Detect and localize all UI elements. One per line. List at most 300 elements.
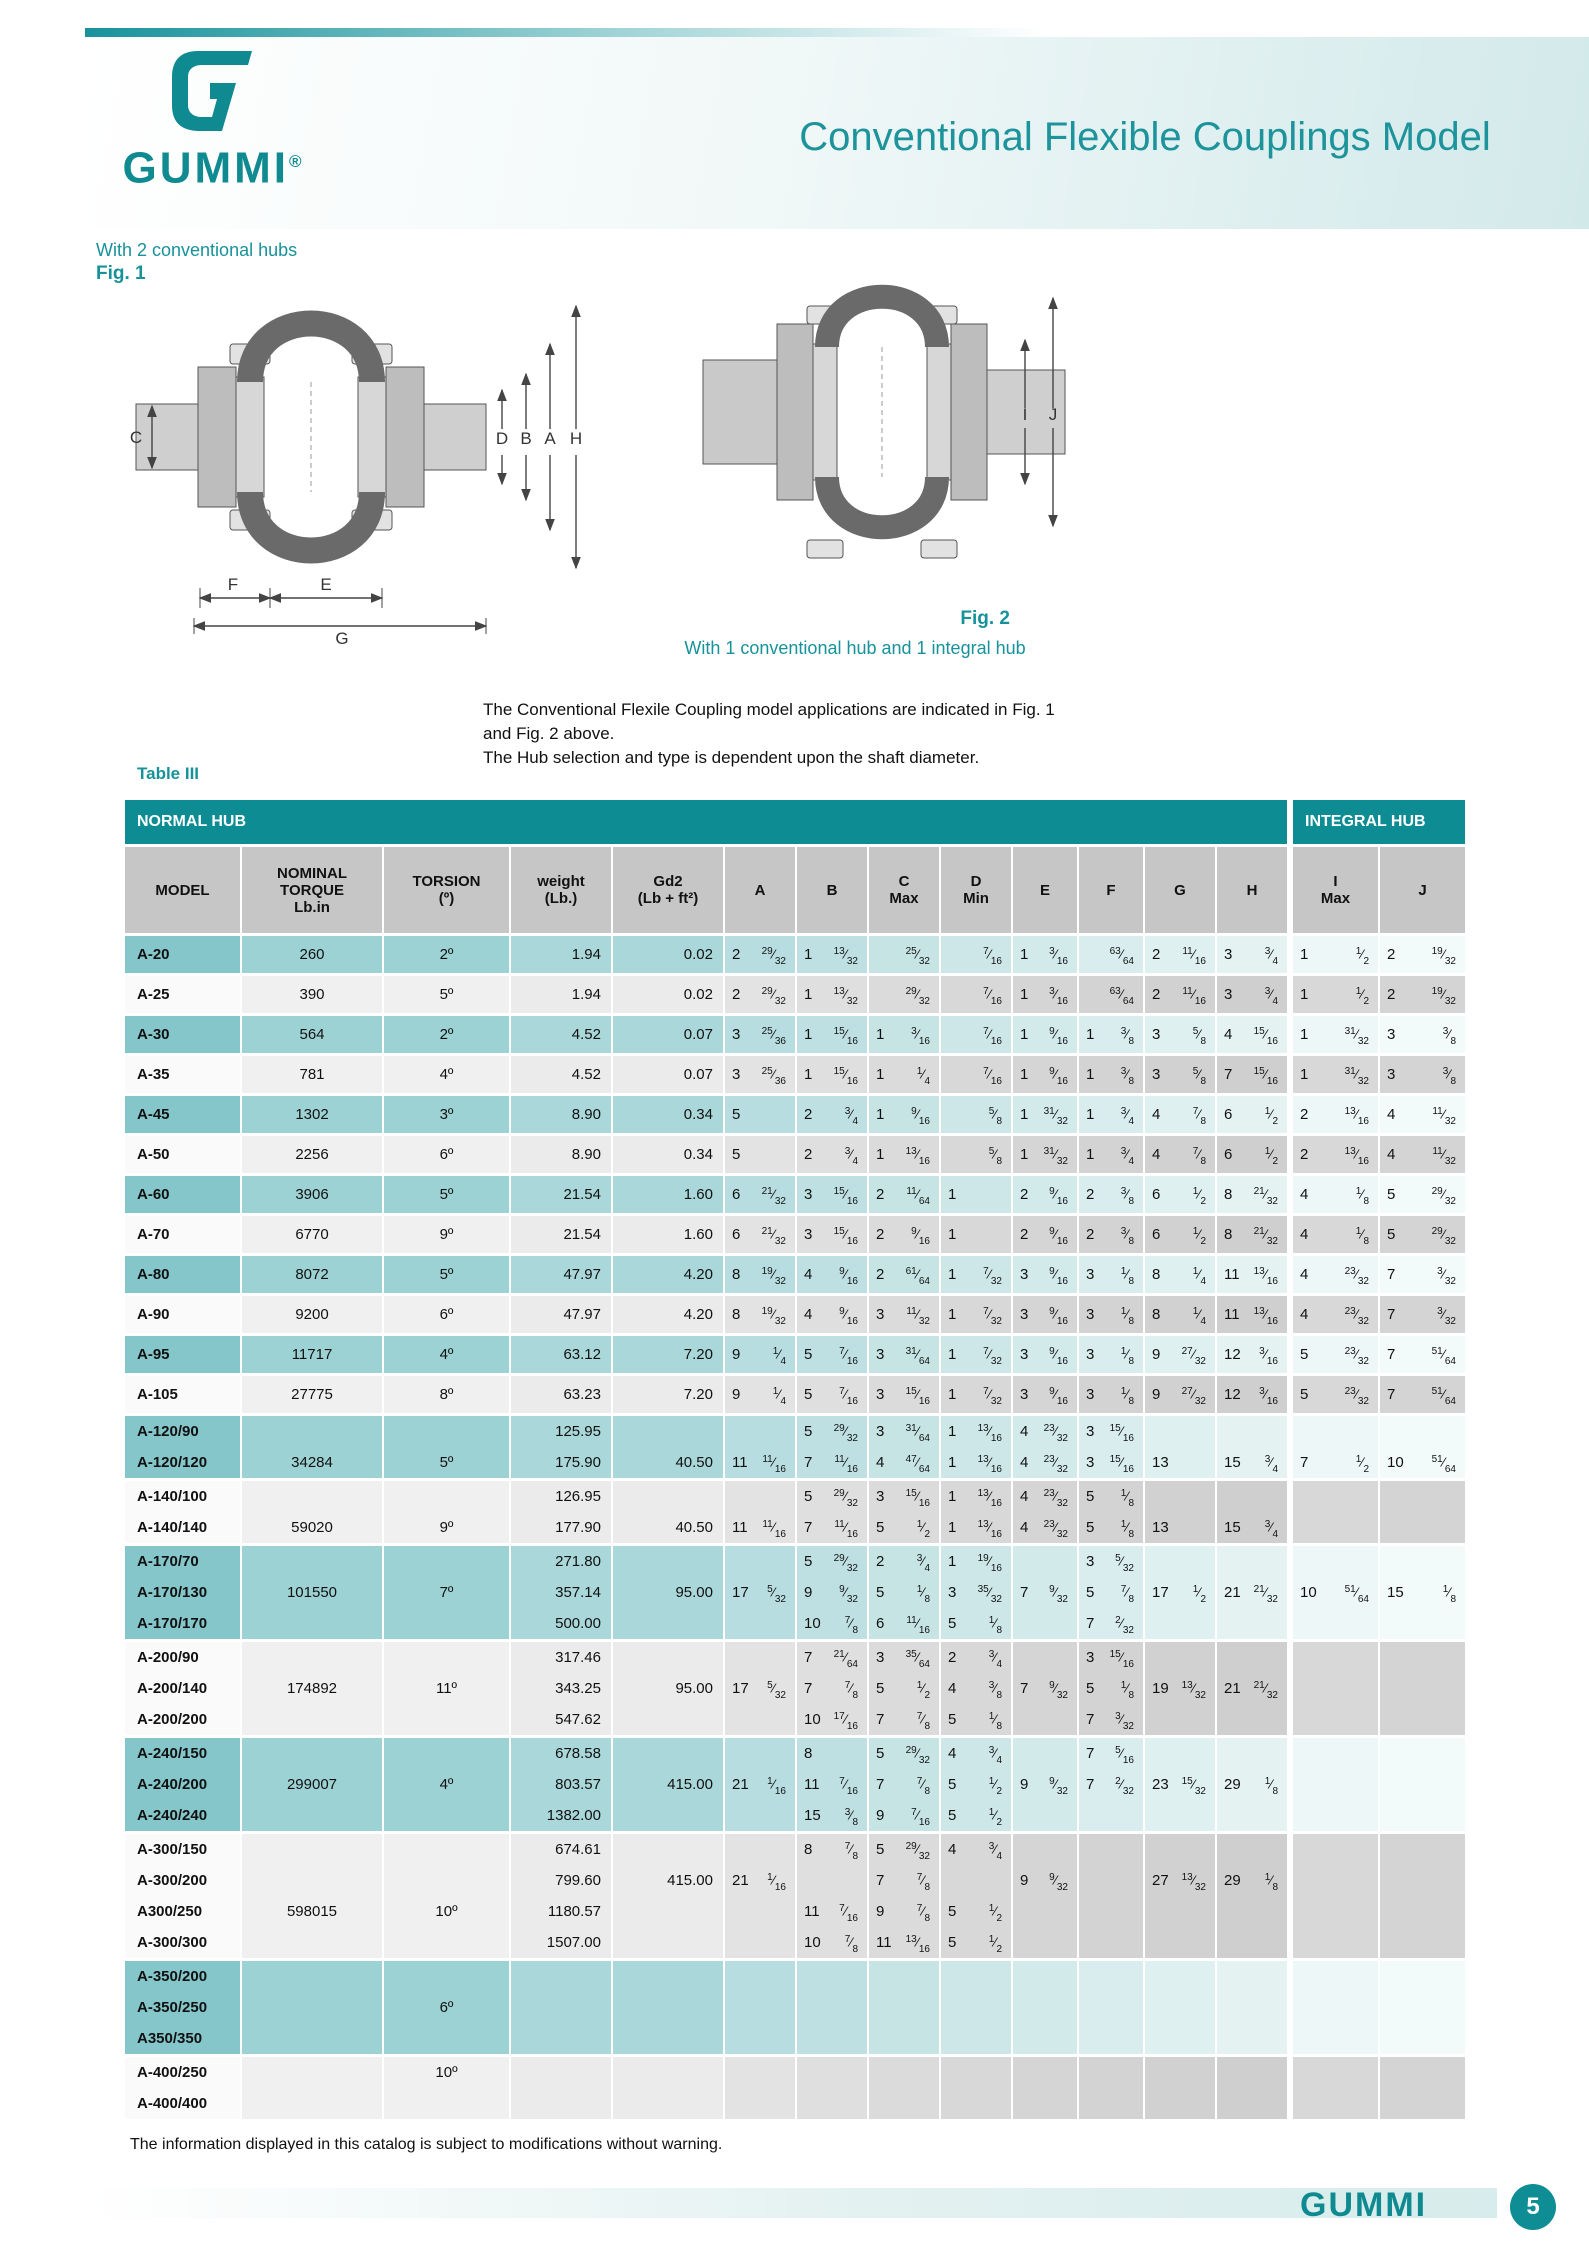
cell-D: $^5⁄_8$ bbox=[941, 1096, 1011, 1133]
cell-weight: 799.60 bbox=[511, 1865, 611, 1896]
table-row bbox=[125, 1738, 1467, 1769]
table-row bbox=[125, 1376, 1467, 1413]
column-header-C: C Max bbox=[869, 847, 939, 933]
cell-C: $^{29}⁄_{32}$ bbox=[869, 976, 939, 1013]
cell-J bbox=[1380, 1800, 1465, 1831]
cell-E: 7 $^9⁄_{32}$ bbox=[1013, 1673, 1077, 1704]
table-row-group bbox=[125, 936, 1467, 973]
cell-D: $^7⁄_{16}$ bbox=[941, 1016, 1011, 1053]
cell-H: 21 $^{21}⁄_{32}$ bbox=[1217, 1577, 1287, 1608]
header-band bbox=[85, 37, 1589, 229]
cell-torsion: 7º bbox=[384, 1577, 509, 1608]
cell-B: 1 $^{15}⁄_{16}$ bbox=[797, 1056, 867, 1093]
cell-G bbox=[1145, 2057, 1215, 2088]
cell-C bbox=[869, 2057, 939, 2088]
cell-C: 3 $^{31}⁄_{64}$ bbox=[869, 1416, 939, 1447]
cell-C: 2 $^{11}⁄_{64}$ bbox=[869, 1176, 939, 1213]
cell-J: 15 $^1⁄_8$ bbox=[1380, 1577, 1465, 1608]
cell-I bbox=[1293, 1800, 1378, 1831]
cell-A bbox=[725, 1608, 795, 1639]
cell-B: 9 $^9⁄_{32}$ bbox=[797, 1577, 867, 1608]
cell-D: 1 $^7⁄_{32}$ bbox=[941, 1376, 1011, 1413]
dim-label-c: C bbox=[130, 428, 143, 447]
cell-I bbox=[1293, 1704, 1378, 1735]
fig1-label: With 2 conventional hubs bbox=[96, 240, 298, 260]
cell-weight: 357.14 bbox=[511, 1577, 611, 1608]
cell-weight bbox=[511, 2023, 611, 2054]
cell-gd2: 415.00 bbox=[613, 1769, 723, 1800]
cell-C: 4 $^{47}⁄_{64}$ bbox=[869, 1447, 939, 1478]
cell-torsion: 6º bbox=[384, 1992, 509, 2023]
cell-G: 3 $^5⁄_8$ bbox=[1145, 1016, 1215, 1053]
cell-F bbox=[1079, 1927, 1143, 1958]
cell-gd2: 0.34 bbox=[613, 1136, 723, 1173]
column-header-J: J bbox=[1380, 847, 1465, 933]
cell-torque bbox=[242, 1927, 382, 1958]
cell-torque: 6770 bbox=[242, 1216, 382, 1253]
cell-E bbox=[1013, 1738, 1077, 1769]
cell-B: 8 $^7⁄_8$ bbox=[797, 1834, 867, 1865]
cell-G: 19 $^{13}⁄_{32}$ bbox=[1145, 1673, 1215, 1704]
table-row-group bbox=[125, 1176, 1467, 1213]
cell-J: 2 $^{19}⁄_{32}$ bbox=[1380, 936, 1465, 973]
fig1-caption: Fig. 1 bbox=[96, 263, 146, 284]
cell-gd2 bbox=[613, 1961, 723, 1992]
page-number-badge bbox=[1510, 2184, 1556, 2230]
model-cell: A-200/140 bbox=[125, 1673, 240, 1704]
table-row bbox=[125, 1176, 1467, 1213]
cell-F bbox=[1079, 2023, 1143, 2054]
cell-H bbox=[1217, 1800, 1287, 1831]
cell-B bbox=[797, 2023, 867, 2054]
footer-brand: GUMMI bbox=[1300, 2186, 1428, 2224]
cell-weight: 8.90 bbox=[511, 1136, 611, 1173]
cell-torsion bbox=[384, 1834, 509, 1865]
top-accent-bar bbox=[85, 28, 1045, 37]
cell-E bbox=[1013, 1961, 1077, 1992]
cell-I: 7 $^1⁄_2$ bbox=[1293, 1447, 1378, 1478]
cell-D: 1 $^{13}⁄_{16}$ bbox=[941, 1481, 1011, 1512]
table-row-group bbox=[125, 1481, 1467, 1543]
cell-E bbox=[1013, 2023, 1077, 2054]
cell-B: 1 $^{13}⁄_{32}$ bbox=[797, 976, 867, 1013]
cell-B bbox=[797, 2088, 867, 2119]
cell-C: 7 $^7⁄_8$ bbox=[869, 1704, 939, 1735]
cell-E bbox=[1013, 1834, 1077, 1865]
cell-E: 4 $^{23}⁄_{32}$ bbox=[1013, 1447, 1077, 1478]
cell-torque: 260 bbox=[242, 936, 382, 973]
table-row bbox=[125, 1336, 1467, 1373]
cell-H bbox=[1217, 1546, 1287, 1577]
cell-J: 7 $^3⁄_{32}$ bbox=[1380, 1256, 1465, 1293]
cell-A bbox=[725, 1927, 795, 1958]
cell-F: 3 $^1⁄_8$ bbox=[1079, 1296, 1143, 1333]
column-header-model: MODEL bbox=[125, 847, 240, 933]
cell-H bbox=[1217, 1738, 1287, 1769]
cell-B: 11 $^7⁄_{16}$ bbox=[797, 1896, 867, 1927]
table-row bbox=[125, 1769, 1467, 1800]
cell-E bbox=[1013, 1642, 1077, 1673]
cell-gd2 bbox=[613, 1642, 723, 1673]
cell-torque bbox=[242, 1546, 382, 1577]
table-row bbox=[125, 2088, 1467, 2119]
table-row bbox=[125, 1992, 1467, 2023]
cell-torsion: 10º bbox=[384, 1896, 509, 1927]
cell-D: $^5⁄_8$ bbox=[941, 1136, 1011, 1173]
cell-A bbox=[725, 1834, 795, 1865]
cell-torsion: 5º bbox=[384, 976, 509, 1013]
cell-F: $^{63}⁄_{64}$ bbox=[1079, 976, 1143, 1013]
cell-torque bbox=[242, 1608, 382, 1639]
cell-D bbox=[941, 1961, 1011, 1992]
cell-J: 7 $^{51}⁄_{64}$ bbox=[1380, 1336, 1465, 1373]
cell-A bbox=[725, 1642, 795, 1673]
table-row bbox=[125, 2023, 1467, 2054]
gummi-logo bbox=[97, 45, 327, 193]
cell-weight: 500.00 bbox=[511, 1608, 611, 1639]
cell-A bbox=[725, 1992, 795, 2023]
cell-J: 4 $^{11}⁄_{32}$ bbox=[1380, 1136, 1465, 1173]
cell-H bbox=[1217, 2023, 1287, 2054]
cell-torsion: 5º bbox=[384, 1176, 509, 1213]
cell-C: 1 $^1⁄_4$ bbox=[869, 1056, 939, 1093]
footer-bar bbox=[85, 2188, 1497, 2218]
cell-G bbox=[1145, 1927, 1215, 1958]
dim-label-g: G bbox=[335, 629, 349, 647]
cell-J: 10 $^{51}⁄_{64}$ bbox=[1380, 1447, 1465, 1478]
cell-I bbox=[1293, 1546, 1378, 1577]
cell-B bbox=[797, 1992, 867, 2023]
cell-C: 5 $^1⁄_2$ bbox=[869, 1673, 939, 1704]
cell-F: 1 $^3⁄_4$ bbox=[1079, 1136, 1143, 1173]
model-cell: A-45 bbox=[125, 1096, 240, 1133]
cell-F: 5 $^1⁄_8$ bbox=[1079, 1481, 1143, 1512]
cell-E: 1 $^9⁄_{16}$ bbox=[1013, 1056, 1077, 1093]
cell-H: 15 $^3⁄_4$ bbox=[1217, 1512, 1287, 1543]
cell-gd2 bbox=[613, 1546, 723, 1577]
table-row bbox=[125, 1927, 1467, 1958]
cell-gd2 bbox=[613, 1608, 723, 1639]
cell-C: 6 $^{11}⁄_{16}$ bbox=[869, 1608, 939, 1639]
cell-E: 3 $^9⁄_{16}$ bbox=[1013, 1336, 1077, 1373]
cell-E bbox=[1013, 1704, 1077, 1735]
cell-gd2: 1.60 bbox=[613, 1216, 723, 1253]
cell-G: 3 $^5⁄_8$ bbox=[1145, 1056, 1215, 1093]
cell-B: 5 $^{29}⁄_{32}$ bbox=[797, 1416, 867, 1447]
cell-F: 1 $^3⁄_8$ bbox=[1079, 1016, 1143, 1053]
cell-G bbox=[1145, 1738, 1215, 1769]
cell-E: 4 $^{23}⁄_{32}$ bbox=[1013, 1481, 1077, 1512]
cell-C: 2 $^3⁄_4$ bbox=[869, 1546, 939, 1577]
cell-C: 3 $^{11}⁄_{32}$ bbox=[869, 1296, 939, 1333]
cell-A: 21 $^1⁄_{16}$ bbox=[725, 1769, 795, 1800]
cell-torsion: 5º bbox=[384, 1256, 509, 1293]
fig1-drawing bbox=[130, 282, 590, 647]
cell-J bbox=[1380, 1927, 1465, 1958]
cell-G bbox=[1145, 1704, 1215, 1735]
model-cell: A-140/140 bbox=[125, 1512, 240, 1543]
cell-weight: 4.52 bbox=[511, 1056, 611, 1093]
cell-F bbox=[1079, 2057, 1143, 2088]
cell-weight bbox=[511, 2057, 611, 2088]
cell-I bbox=[1293, 1927, 1378, 1958]
registered-mark: ® bbox=[289, 152, 302, 171]
table-row-group bbox=[125, 1738, 1467, 1831]
table-row bbox=[125, 1216, 1467, 1253]
model-cell: A-240/240 bbox=[125, 1800, 240, 1831]
cell-weight: 271.80 bbox=[511, 1546, 611, 1577]
cell-torsion bbox=[384, 1800, 509, 1831]
model-cell: A350/350 bbox=[125, 2023, 240, 2054]
cell-G: 13 bbox=[1145, 1447, 1215, 1478]
cell-G: 8 $^1⁄_4$ bbox=[1145, 1256, 1215, 1293]
cell-H: 3 $^3⁄_4$ bbox=[1217, 976, 1287, 1013]
cell-H bbox=[1217, 2088, 1287, 2119]
cell-C: 2 $^9⁄_{16}$ bbox=[869, 1216, 939, 1253]
cell-gd2: 0.07 bbox=[613, 1056, 723, 1093]
cell-D: $^7⁄_{16}$ bbox=[941, 976, 1011, 1013]
cell-H bbox=[1217, 2057, 1287, 2088]
cell-gd2 bbox=[613, 1800, 723, 1831]
cell-I: 10 $^{51}⁄_{64}$ bbox=[1293, 1577, 1378, 1608]
cell-J bbox=[1380, 1769, 1465, 1800]
cell-F bbox=[1079, 1896, 1143, 1927]
cell-F: 3 $^5⁄_{32}$ bbox=[1079, 1546, 1143, 1577]
table-row bbox=[125, 1481, 1467, 1512]
cell-J: 3 $^3⁄_8$ bbox=[1380, 1016, 1465, 1053]
hub-header-row bbox=[125, 800, 1467, 844]
cell-I bbox=[1293, 1834, 1378, 1865]
column-header-D: D Min bbox=[941, 847, 1011, 933]
cell-H: 21 $^{21}⁄_{32}$ bbox=[1217, 1673, 1287, 1704]
dim-label-j: J bbox=[1048, 405, 1058, 424]
cell-J bbox=[1380, 2057, 1465, 2088]
cell-weight: 126.95 bbox=[511, 1481, 611, 1512]
cell-G: 23 $^{15}⁄_{32}$ bbox=[1145, 1769, 1215, 1800]
cell-H: 12 $^3⁄_{16}$ bbox=[1217, 1376, 1287, 1413]
cell-I: 5 $^{23}⁄_{32}$ bbox=[1293, 1336, 1378, 1373]
cell-E bbox=[1013, 1896, 1077, 1927]
cell-gd2 bbox=[613, 1834, 723, 1865]
cell-H: 8 $^{21}⁄_{32}$ bbox=[1217, 1216, 1287, 1253]
cell-weight bbox=[511, 1961, 611, 1992]
cell-G: 27 $^{13}⁄_{32}$ bbox=[1145, 1865, 1215, 1896]
cell-A: 6 $^{21}⁄_{32}$ bbox=[725, 1216, 795, 1253]
cell-H: 11 $^{13}⁄_{16}$ bbox=[1217, 1256, 1287, 1293]
cell-A bbox=[725, 2057, 795, 2088]
cell-H: 12 $^3⁄_{16}$ bbox=[1217, 1336, 1287, 1373]
cell-D bbox=[941, 1865, 1011, 1896]
cell-weight bbox=[511, 1992, 611, 2023]
column-header-B: B bbox=[797, 847, 867, 933]
cell-I bbox=[1293, 2023, 1378, 2054]
cell-gd2: 4.20 bbox=[613, 1256, 723, 1293]
cell-gd2: 95.00 bbox=[613, 1577, 723, 1608]
cell-torque bbox=[242, 1834, 382, 1865]
cell-weight: 1180.57 bbox=[511, 1896, 611, 1927]
cell-torsion: 8º bbox=[384, 1376, 509, 1413]
cell-B: 15 $^3⁄_8$ bbox=[797, 1800, 867, 1831]
table-row-group bbox=[125, 1961, 1467, 2054]
cell-C: 11 $^{13}⁄_{16}$ bbox=[869, 1927, 939, 1958]
dim-label-b: B bbox=[520, 429, 532, 448]
model-cell: A-200/90 bbox=[125, 1642, 240, 1673]
cell-gd2: 95.00 bbox=[613, 1673, 723, 1704]
cell-weight: 47.97 bbox=[511, 1256, 611, 1293]
cell-C: 1 $^9⁄_{16}$ bbox=[869, 1096, 939, 1133]
model-cell: A-90 bbox=[125, 1296, 240, 1333]
cell-weight: 674.61 bbox=[511, 1834, 611, 1865]
cell-E bbox=[1013, 1992, 1077, 2023]
cell-H bbox=[1217, 1416, 1287, 1447]
cell-D: 4 $^3⁄_4$ bbox=[941, 1834, 1011, 1865]
cell-D: 5 $^1⁄_2$ bbox=[941, 1769, 1011, 1800]
cell-H bbox=[1217, 1992, 1287, 2023]
cell-weight: 803.57 bbox=[511, 1769, 611, 1800]
cell-weight: 678.58 bbox=[511, 1738, 611, 1769]
cell-torque bbox=[242, 2023, 382, 2054]
cell-J: 5 $^{29}⁄_{32}$ bbox=[1380, 1176, 1465, 1213]
cell-D: $^7⁄_{16}$ bbox=[941, 936, 1011, 973]
table-row bbox=[125, 1577, 1467, 1608]
cell-B: 1 $^{15}⁄_{16}$ bbox=[797, 1016, 867, 1053]
cell-H bbox=[1217, 1834, 1287, 1865]
cell-gd2 bbox=[613, 1896, 723, 1927]
dim-label-a: A bbox=[544, 429, 556, 448]
cell-J: 4 $^{11}⁄_{32}$ bbox=[1380, 1096, 1465, 1133]
cell-B: 1 $^{13}⁄_{32}$ bbox=[797, 936, 867, 973]
cell-G: 6 $^1⁄_2$ bbox=[1145, 1216, 1215, 1253]
cell-gd2 bbox=[613, 1704, 723, 1735]
cell-torsion: 6º bbox=[384, 1296, 509, 1333]
cell-weight: 177.90 bbox=[511, 1512, 611, 1543]
model-cell: A-120/90 bbox=[125, 1416, 240, 1447]
cell-D: 1 $^7⁄_{32}$ bbox=[941, 1256, 1011, 1293]
cell-torque bbox=[242, 2057, 382, 2088]
table-row bbox=[125, 1642, 1467, 1673]
cell-gd2: 0.02 bbox=[613, 936, 723, 973]
column-header-torque: NOMINAL TORQUE Lb.in bbox=[242, 847, 382, 933]
cell-E bbox=[1013, 1546, 1077, 1577]
cell-gd2: 40.50 bbox=[613, 1512, 723, 1543]
column-header-A: A bbox=[725, 847, 795, 933]
cell-H: 4 $^{15}⁄_{16}$ bbox=[1217, 1016, 1287, 1053]
cell-F: 7 $^5⁄_{16}$ bbox=[1079, 1738, 1143, 1769]
cell-torque bbox=[242, 1642, 382, 1673]
cell-I bbox=[1293, 1512, 1378, 1543]
cell-D: 3 $^{35}⁄_{32}$ bbox=[941, 1577, 1011, 1608]
cell-G: 6 $^1⁄_2$ bbox=[1145, 1176, 1215, 1213]
column-header-H: H bbox=[1217, 847, 1287, 933]
cell-B: 11 $^7⁄_{16}$ bbox=[797, 1769, 867, 1800]
cell-J bbox=[1380, 1608, 1465, 1639]
cell-F: 2 $^3⁄_8$ bbox=[1079, 1176, 1143, 1213]
table-row-group bbox=[125, 1546, 1467, 1639]
cell-F bbox=[1079, 1961, 1143, 1992]
column-header-gd2: Gd2 (Lb + ft²) bbox=[613, 847, 723, 933]
cell-B bbox=[797, 2057, 867, 2088]
cell-J bbox=[1380, 1416, 1465, 1447]
table-row-group bbox=[125, 1376, 1467, 1413]
cell-A: 2 $^{29}⁄_{32}$ bbox=[725, 936, 795, 973]
model-cell: A-20 bbox=[125, 936, 240, 973]
cell-J bbox=[1380, 1992, 1465, 2023]
cell-weight: 317.46 bbox=[511, 1642, 611, 1673]
cell-F bbox=[1079, 2088, 1143, 2119]
cell-J bbox=[1380, 2023, 1465, 2054]
cell-B: 2 $^3⁄_4$ bbox=[797, 1096, 867, 1133]
description-line: The Hub selection and type is dependent upon the shaft diameter. bbox=[483, 748, 980, 767]
cell-B: 10 $^7⁄_8$ bbox=[797, 1927, 867, 1958]
cell-gd2: 0.34 bbox=[613, 1096, 723, 1133]
table-label: Table III bbox=[137, 764, 200, 783]
model-cell: A-170/170 bbox=[125, 1608, 240, 1639]
model-cell: A-300/200 bbox=[125, 1865, 240, 1896]
table-row-group bbox=[125, 1416, 1467, 1478]
cell-F: 7 $^3⁄_{32}$ bbox=[1079, 1704, 1143, 1735]
cell-I bbox=[1293, 2088, 1378, 2119]
cell-J bbox=[1380, 1642, 1465, 1673]
dim-label-f: F bbox=[227, 575, 239, 594]
cell-weight: 1.94 bbox=[511, 936, 611, 973]
cell-A: 5 bbox=[725, 1136, 795, 1173]
cell-I: 2 $^{13}⁄_{16}$ bbox=[1293, 1136, 1378, 1173]
cell-weight: 1507.00 bbox=[511, 1927, 611, 1958]
cell-gd2: 7.20 bbox=[613, 1336, 723, 1373]
cell-G bbox=[1145, 1608, 1215, 1639]
cell-I bbox=[1293, 1673, 1378, 1704]
cell-H: 8 $^{21}⁄_{32}$ bbox=[1217, 1176, 1287, 1213]
table-row-group bbox=[125, 976, 1467, 1013]
cell-H: 15 $^3⁄_4$ bbox=[1217, 1447, 1287, 1478]
cell-torque: 34284 bbox=[242, 1447, 382, 1478]
cell-E: 1 $^9⁄_{16}$ bbox=[1013, 1016, 1077, 1053]
cell-G bbox=[1145, 1834, 1215, 1865]
cell-torque: 299007 bbox=[242, 1769, 382, 1800]
cell-I: 2 $^{13}⁄_{16}$ bbox=[1293, 1096, 1378, 1133]
table-row bbox=[125, 1136, 1467, 1173]
cell-G bbox=[1145, 2023, 1215, 2054]
cell-A bbox=[725, 1961, 795, 1992]
cell-F bbox=[1079, 1992, 1143, 2023]
cell-torque: 3906 bbox=[242, 1176, 382, 1213]
cell-H: 6 $^1⁄_2$ bbox=[1217, 1136, 1287, 1173]
cell-I: 1 $^{31}⁄_{32}$ bbox=[1293, 1016, 1378, 1053]
cell-weight: 4.52 bbox=[511, 1016, 611, 1053]
cell-weight: 63.23 bbox=[511, 1376, 611, 1413]
cell-I bbox=[1293, 1992, 1378, 2023]
cell-I bbox=[1293, 1642, 1378, 1673]
column-header-weight: weight (Lb.) bbox=[511, 847, 611, 933]
cell-torque bbox=[242, 1481, 382, 1512]
cell-torsion: 2º bbox=[384, 1016, 509, 1053]
cell-H bbox=[1217, 1704, 1287, 1735]
cell-A: 11 $^{11}⁄_{16}$ bbox=[725, 1447, 795, 1478]
cell-G bbox=[1145, 1961, 1215, 1992]
model-cell: A-120/120 bbox=[125, 1447, 240, 1478]
cell-G bbox=[1145, 1546, 1215, 1577]
cell-B: 4 $^9⁄_{16}$ bbox=[797, 1256, 867, 1293]
cell-torsion bbox=[384, 1704, 509, 1735]
cell-torsion: 2º bbox=[384, 936, 509, 973]
cell-A: 6 $^{21}⁄_{32}$ bbox=[725, 1176, 795, 1213]
table-row-group bbox=[125, 1056, 1467, 1093]
cell-I: 4 $^{23}⁄_{32}$ bbox=[1293, 1296, 1378, 1333]
cell-B: 8 bbox=[797, 1738, 867, 1769]
cell-F bbox=[1079, 1800, 1143, 1831]
cell-C: 3 $^{31}⁄_{64}$ bbox=[869, 1336, 939, 1373]
table-row bbox=[125, 2057, 1467, 2088]
